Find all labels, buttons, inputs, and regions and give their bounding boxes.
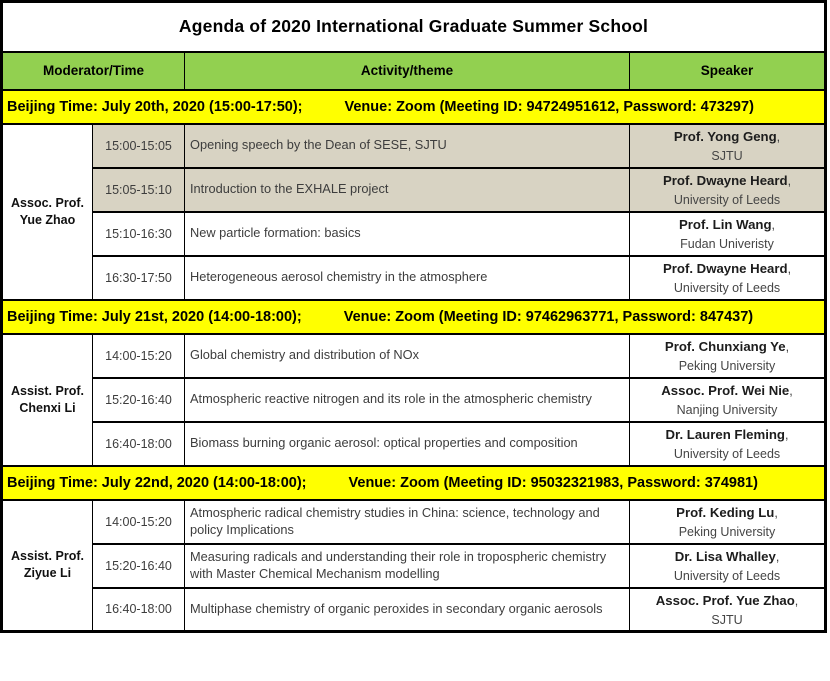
- time-cell: 15:00-15:05: [93, 124, 185, 168]
- speaker-name: Prof. Keding Lu: [676, 504, 775, 520]
- speaker-name: Prof. Lin Wang: [678, 216, 772, 232]
- speaker-cell: [630, 422, 826, 466]
- header-moderator-time: Moderator/Time: [2, 52, 185, 90]
- activity-cell: Introduction to the EXHALE project: [185, 168, 630, 212]
- speaker-name-line: [634, 425, 820, 446]
- speaker-name-line: [634, 381, 820, 402]
- day3-banner-time: Beijing Time: July 22nd, 2020 (14:00-18:00);: [7, 474, 307, 491]
- speaker-name-line: [634, 591, 820, 612]
- activity-cell: Atmospheric radical chemistry studies in China: science, technology and policy Implications: [185, 500, 630, 544]
- day3-banner: [2, 466, 826, 500]
- speaker-name-line: [634, 127, 820, 148]
- day3-banner-venue: Venue: Zoom (Meeting ID: 95032321983, Password: 374981): [348, 474, 758, 491]
- speaker-name-line: [634, 503, 820, 524]
- speaker-affiliation: University of Leeds: [673, 568, 781, 583]
- page-title: Agenda of 2020 International Graduate Summer School: [2, 2, 826, 52]
- speaker-separator: ,: [789, 383, 793, 398]
- speaker-separator: ,: [774, 505, 778, 520]
- day2-banner: [2, 300, 826, 334]
- title-row: [2, 2, 826, 52]
- speaker-separator: ,: [794, 593, 799, 608]
- time-cell: 16:40-18:00: [93, 422, 185, 466]
- speaker-affiliation: SJTU: [711, 612, 743, 627]
- column-header-row: [2, 52, 826, 90]
- speaker-name: Dr. Lauren Fleming: [665, 426, 785, 442]
- agenda-row: [2, 124, 826, 168]
- day1-banner: [2, 90, 826, 124]
- time-cell: 16:30-17:50: [93, 256, 185, 300]
- speaker-separator: ,: [775, 549, 780, 564]
- speaker-cell: [630, 588, 826, 632]
- day2-moderator: Assist. Prof. Chenxi Li: [2, 334, 93, 466]
- activity-cell: New particle formation: basics: [185, 212, 630, 256]
- speaker-separator: ,: [776, 129, 781, 144]
- speaker-cell: [630, 500, 826, 544]
- day3-moderator: Assist. Prof. Ziyue Li: [2, 500, 93, 632]
- activity-cell: Heterogeneous aerosol chemistry in the atmosphere: [185, 256, 630, 300]
- activity-cell: Biomass burning organic aerosol: optical properties and composition: [185, 422, 630, 466]
- speaker-name: Prof. Dwayne Heard: [662, 260, 788, 276]
- activity-cell: Global chemistry and distribution of NOx: [185, 334, 630, 378]
- agenda-row: [2, 500, 826, 544]
- agenda-row: [2, 334, 826, 378]
- speaker-name-line: [634, 337, 820, 358]
- speaker-name: Prof. Yong Geng: [673, 128, 777, 144]
- speaker-affiliation: SJTU: [711, 148, 743, 163]
- day2-banner-venue: Venue: Zoom (Meeting ID: 97462963771, Password: 847437): [343, 308, 754, 325]
- speaker-separator: ,: [787, 173, 792, 188]
- speaker-name: Prof. Chunxiang Ye: [664, 338, 786, 354]
- speaker-name: Dr. Lisa Whalley: [674, 548, 776, 564]
- day1-banner-venue: Venue: Zoom (Meeting ID: 94724951612, Password: 473297): [344, 98, 754, 115]
- time-cell: 15:20-16:40: [93, 378, 185, 422]
- agenda-row: [2, 168, 826, 212]
- agenda-row: [2, 212, 826, 256]
- speaker-affiliation: Peking University: [678, 524, 776, 539]
- speaker-affiliation: Peking University: [678, 358, 776, 373]
- speaker-cell: [630, 256, 826, 300]
- speaker-affiliation: University of Leeds: [673, 280, 781, 295]
- activity-cell: Opening speech by the Dean of SESE, SJTU: [185, 124, 630, 168]
- time-cell: 15:05-15:10: [93, 168, 185, 212]
- day1-banner-time: Beijing Time: July 20th, 2020 (15:00-17:50);: [7, 98, 303, 115]
- header-speaker: Speaker: [630, 52, 826, 90]
- time-cell: 14:00-15:20: [93, 500, 185, 544]
- day3-banner-row: [2, 466, 826, 500]
- speaker-name-line: [634, 259, 820, 280]
- time-cell: 16:40-18:00: [93, 588, 185, 632]
- agenda-row: [2, 544, 826, 588]
- speaker-cell: [630, 212, 826, 256]
- agenda-row: [2, 378, 826, 422]
- speaker-separator: ,: [785, 339, 790, 354]
- speaker-name: Assoc. Prof. Yue Zhao: [655, 592, 795, 608]
- speaker-affiliation: University of Leeds: [673, 446, 781, 461]
- speaker-cell: [630, 124, 826, 168]
- header-activity-theme: Activity/theme: [185, 52, 630, 90]
- speaker-cell: [630, 334, 826, 378]
- day2-banner-time: Beijing Time: July 21st, 2020 (14:00-18:00);: [7, 308, 302, 325]
- speaker-cell: [630, 544, 826, 588]
- day1-moderator: Assoc. Prof. Yue Zhao: [2, 124, 93, 300]
- agenda-row: [2, 256, 826, 300]
- speaker-affiliation: Fudan Univeristy: [680, 236, 774, 251]
- speaker-separator: ,: [771, 217, 776, 232]
- day2-banner-row: [2, 300, 826, 334]
- speaker-separator: ,: [784, 427, 789, 442]
- agenda-row: [2, 588, 826, 632]
- speaker-name-line: [634, 215, 820, 236]
- speaker-name: Assoc. Prof. Wei Nie: [661, 382, 790, 398]
- activity-cell: Atmospheric reactive nitrogen and its role in the atmospheric chemistry: [185, 378, 630, 422]
- time-cell: 14:00-15:20: [93, 334, 185, 378]
- speaker-name-line: [634, 547, 820, 568]
- speaker-affiliation: Nanjing University: [676, 402, 778, 417]
- time-cell: 15:10-16:30: [93, 212, 185, 256]
- activity-cell: Multiphase chemistry of organic peroxides in secondary organic aerosols: [185, 588, 630, 632]
- day1-banner-row: [2, 90, 826, 124]
- speaker-name-line: [634, 171, 820, 192]
- speaker-cell: [630, 378, 826, 422]
- time-cell: 15:20-16:40: [93, 544, 185, 588]
- speaker-cell: [630, 168, 826, 212]
- agenda-row: [2, 422, 826, 466]
- speaker-affiliation: University of Leeds: [673, 192, 781, 207]
- speaker-separator: ,: [787, 261, 792, 276]
- speaker-name: Prof. Dwayne Heard: [662, 172, 788, 188]
- activity-cell: Measuring radicals and understanding their role in tropospheric chemistry with Master Chemical Mechanism modelling: [185, 544, 630, 588]
